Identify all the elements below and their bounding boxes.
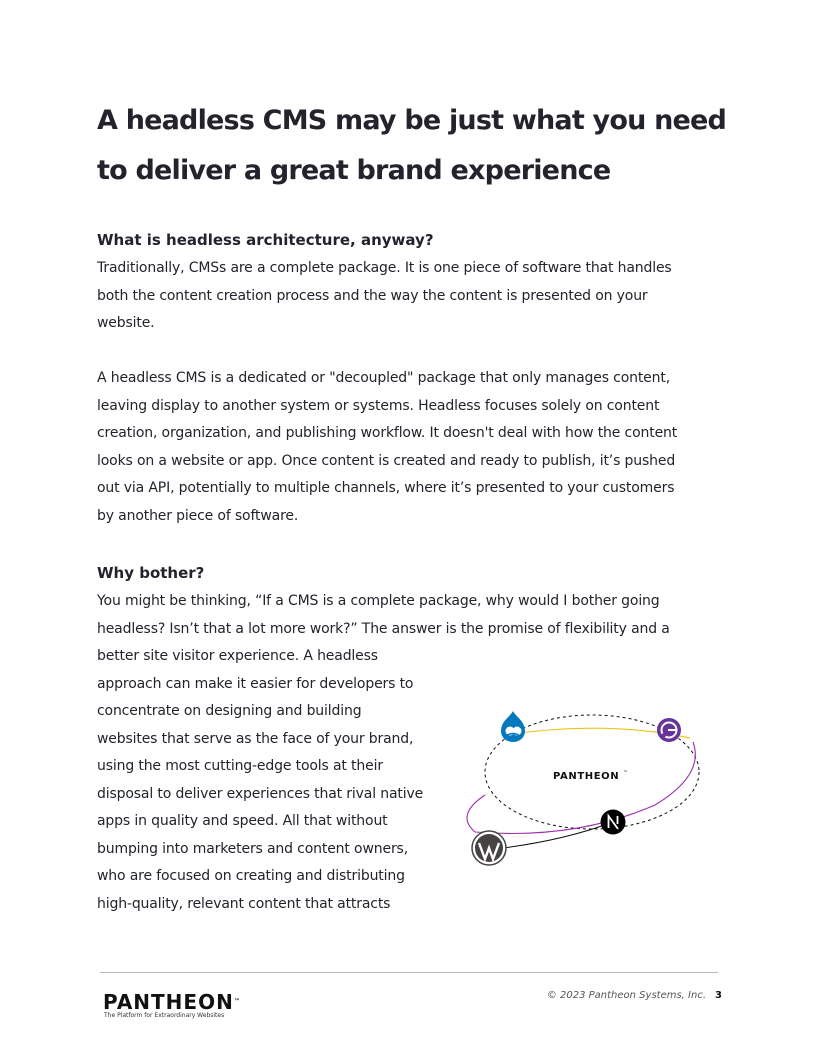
page-number: 3 (715, 990, 722, 1001)
text-line: creation, organization, and publishing workflow. It doesn't deal with how the content (97, 425, 678, 441)
text-line: websites that serve as the face of your brand, (97, 730, 414, 747)
paragraph-why-bother-body (97, 643, 457, 918)
black-connector (503, 822, 613, 848)
text-line: You might be thinking, “If a CMS is a complete package, why would I bother going (97, 593, 660, 609)
text-line: high-quality, relevant content that attracts (97, 895, 391, 912)
gatsby-icon (657, 718, 681, 742)
text-line: disposal to deliver experiences that rival native (97, 785, 424, 802)
text-line: Traditionally, CMSs are a complete package. It is one piece of software that handles (97, 260, 672, 276)
text-line: headless? Isn’t that a lot more work?” The answer is the promise of flexibility and a (97, 620, 670, 637)
text-line: website. (97, 315, 155, 331)
nextjs-icon (601, 810, 626, 835)
footer-logo-tm: ™ (233, 998, 240, 1005)
footer-tagline: The Platform for Extraordinary Websites (104, 1012, 225, 1019)
text-line: by another piece of software. (97, 507, 299, 524)
footer-copyright: © 2023 Pantheon Systems, Inc. (546, 990, 706, 1001)
footer-divider (100, 972, 718, 973)
page-title (97, 96, 737, 196)
text-line: leaving display to another system or systems. Headless focuses solely on content (97, 397, 660, 414)
pantheon-center-tm: ™ (623, 770, 628, 776)
pantheon-orbit-diagram (455, 700, 710, 870)
paragraph-headless-cms (97, 365, 727, 530)
footer-logo-text: PANTHEON (103, 990, 234, 1014)
text-line: A headless CMS is a dedicated or "decoupled" package that only manages content, (97, 370, 670, 386)
text-line: bumping into marketers and content owners, (97, 840, 408, 857)
text-line: using the most cutting-edge tools at their (97, 758, 383, 774)
paragraph-why-bother-intro (97, 588, 727, 643)
text-line: approach can make it easier for developers to (97, 675, 414, 692)
section-heading-why-bother: Why bother? (97, 564, 205, 582)
drupal-icon (501, 711, 525, 742)
text-line: apps in quality and speed. All that without (97, 813, 388, 829)
text-line: better site visitor experience. A headless (97, 648, 378, 664)
text-line: who are focused on creating and distributing (97, 868, 405, 884)
footer-logo (103, 990, 240, 1014)
wordpress-icon (472, 831, 506, 865)
text-line: out via API, potentially to multiple channels, where it’s presented to your customers (97, 480, 675, 496)
text-line: concentrate on designing and building (97, 703, 362, 719)
text-line: both the content creation process and the way the content is presented on your (97, 287, 648, 304)
section-heading-headless-architecture: What is headless architecture, anyway? (97, 231, 434, 249)
paragraph-traditional-cms (97, 255, 727, 338)
purple-connector (467, 742, 695, 833)
title-line: A headless CMS may be just what you need (97, 105, 727, 136)
text-line: looks on a website or app. Once content is created and ready to publish, it’s pushed (97, 452, 676, 469)
title-line: to deliver a great brand experience (97, 155, 611, 186)
pantheon-center-label: PANTHEON (553, 771, 620, 782)
